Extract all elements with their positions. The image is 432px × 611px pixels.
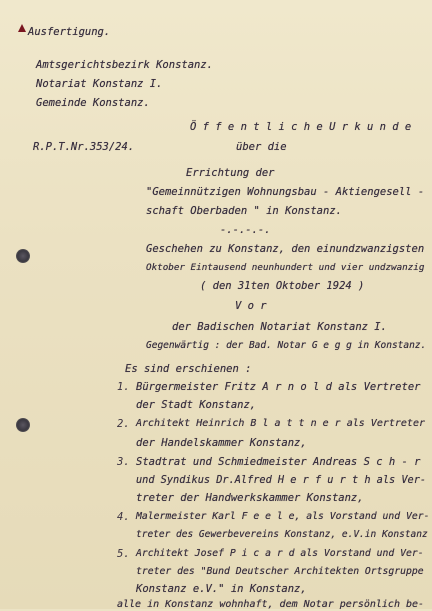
punch-hole-bottom (16, 418, 30, 432)
person-5-line-1: Architekt Josef P i c a r d als Vorstand und Ver- (136, 548, 424, 559)
person-1-line-2: der Stadt Konstanz, (136, 399, 257, 411)
person-3-line-2: und Syndikus Dr.Alfred H e r f u r t h als Ver- (136, 474, 427, 486)
subject-line-2: "Gemeinnützigen Wohnungsbau - Aktiengesell - (146, 186, 425, 198)
punch-hole-top (16, 249, 30, 263)
person-5-line-2: treter des "Bund Deutscher Architekten Ortsgruppe (136, 566, 424, 577)
person-3-line-3: treter der Handwerkskammer Konstanz, (136, 492, 364, 504)
person-5-line-3: Konstanz e.V." in Konstanz, (136, 583, 307, 595)
person-4-number: 4. (117, 511, 130, 523)
paper-clip-mark (16, 22, 28, 34)
document-title: Ö f f e n t l i c h e U r k u n d e (190, 121, 412, 133)
ueber-die-label: über die (236, 141, 287, 153)
notariat-line: Notariat Konstanz I. (36, 78, 163, 90)
person-2-line-2: der Handelskammer Konstanz, (136, 437, 307, 449)
person-3-line-1: Stadtrat und Schmiedmeister Andreas S c h - r (136, 456, 421, 468)
separator-line: -.-.-.-. (220, 224, 271, 236)
date-line-2: Oktober Eintausend neunhundert und vier undzwanzig (146, 262, 425, 273)
vor-label: V o r (235, 300, 267, 312)
intro-line: Es sind erschienen : (125, 363, 252, 375)
person-4-line-2: treter des Gewerbevereins Konstanz, e.V.in Konstanz (136, 529, 428, 540)
subject-line-3: schaft Oberbaden " in Konstanz. (146, 205, 342, 217)
notariat-before-line: der Badischen Notariat Konstanz I. (172, 321, 387, 333)
reference-number: R.P.T.Nr.353/24. (33, 141, 135, 153)
gegenwaertig-line: Gegenwärtig : der Bad. Notar G e g g in Konstanz. (146, 340, 427, 351)
gemeinde-line: Gemeinde Konstanz. (36, 97, 150, 109)
subject-line-1: Errichtung der (186, 167, 275, 179)
person-4-line-1: Malermeister Karl F e e l e, als Vorstand und Ver- (136, 511, 430, 522)
person-3-number: 3. (117, 456, 130, 468)
person-1-number: 1. (117, 381, 130, 393)
person-2-line-1: Architekt Heinrich B l a t t n e r als Vertreter (136, 418, 425, 429)
date-line-3: ( den 31ten Oktober 1924 ) (200, 280, 365, 292)
person-5-number: 5. (117, 548, 130, 560)
ausfertigung-label: Ausfertigung. (28, 26, 111, 38)
person-2-number: 2. (117, 418, 130, 430)
amtsgericht-line: Amtsgerichtsbezirk Konstanz. (36, 59, 214, 71)
date-line-1: Geschehen zu Konstanz, den einundzwanzigsten (146, 243, 425, 255)
person-1-line-1: Bürgermeister Fritz A r n o l d als Vertreter (136, 381, 421, 393)
closing-line: alle in Konstanz wohnhaft, dem Notar persönlich be- (117, 599, 425, 610)
